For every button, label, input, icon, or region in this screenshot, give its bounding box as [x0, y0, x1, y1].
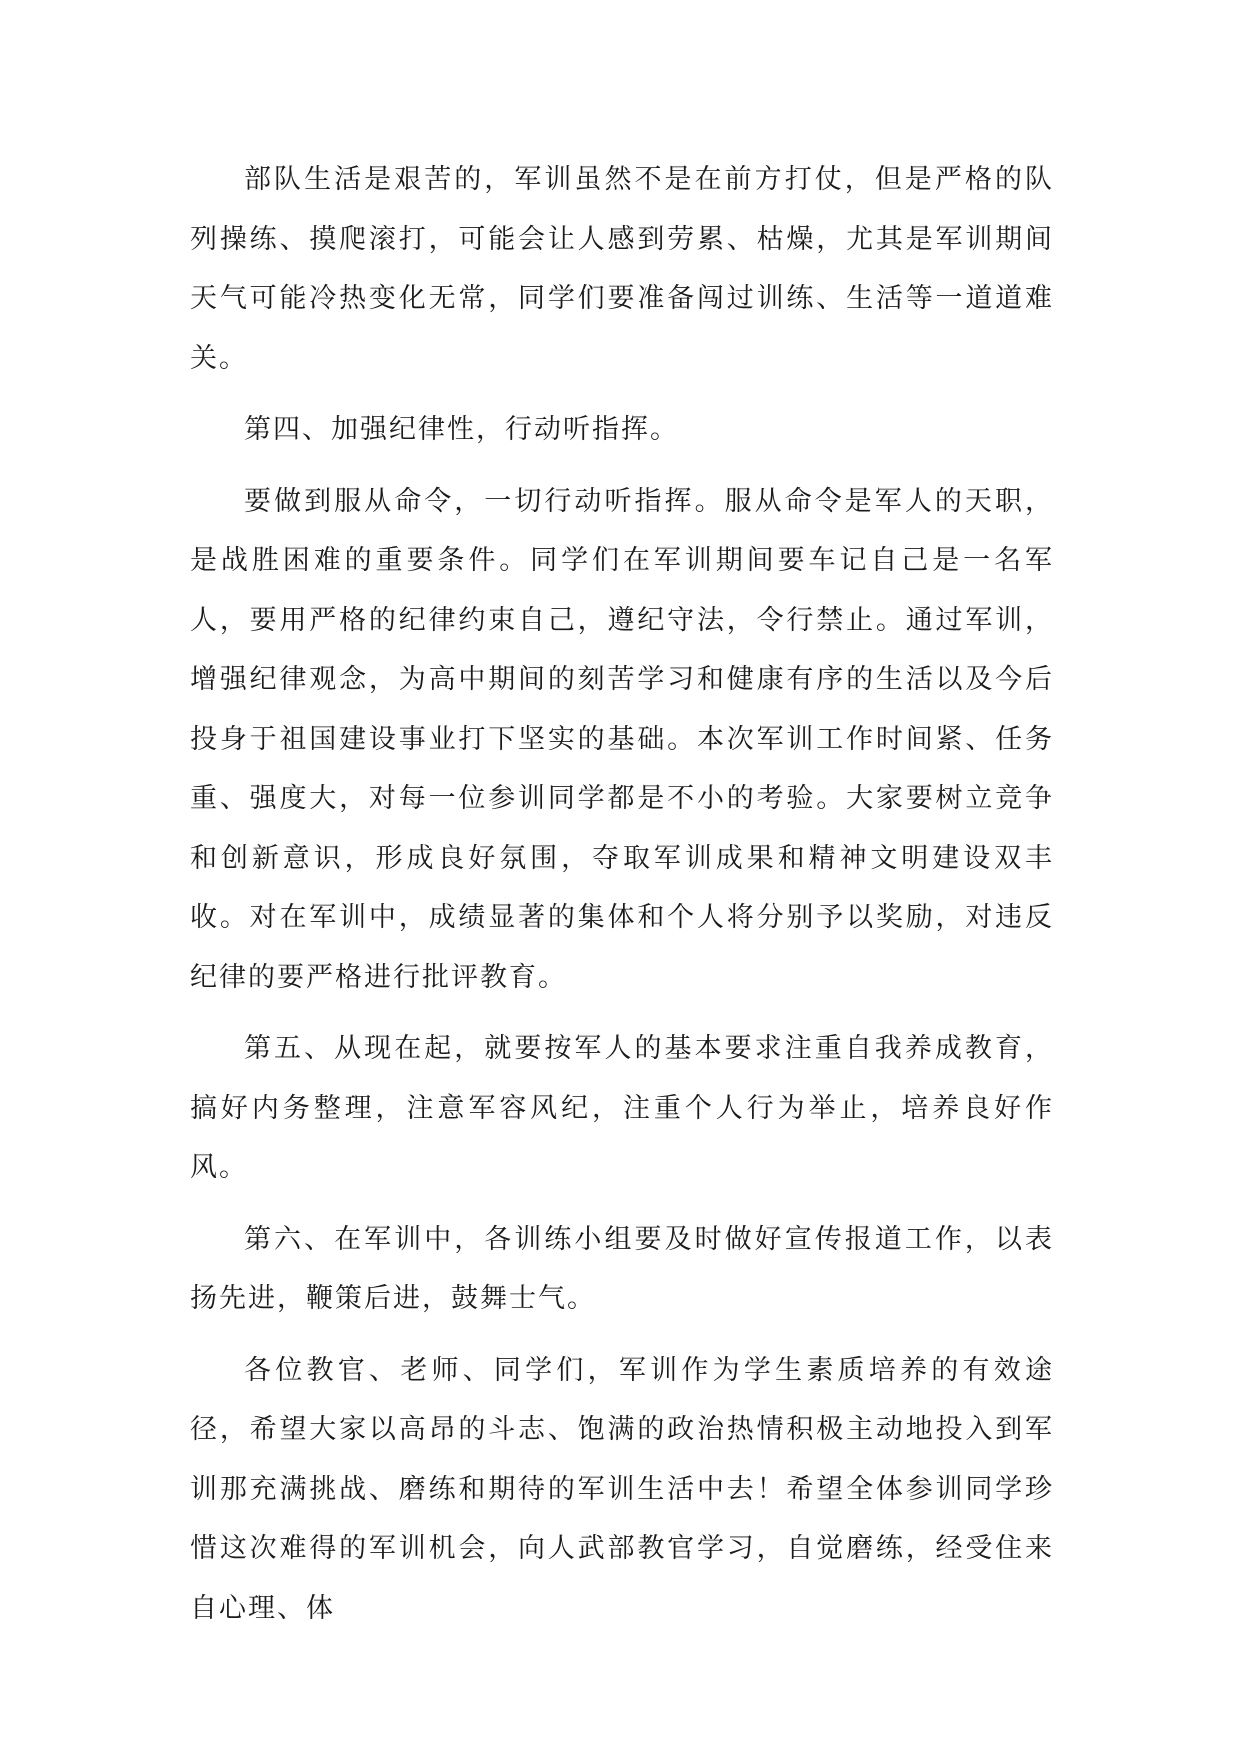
paragraph-5: 第六、在军训中，各训练小组要及时做好宣传报道工作，以表扬先进，鞭策后进，鼓舞士气。 [190, 1223, 1054, 1314]
paragraph-1: 部队生活是艰苦的，军训虽然不是在前方打仗，但是严格的队列操练、摸爬滚打，可能会让人感到劳累、枯燥，尤其是军训期间天气可能冷热变化无常，同学们要准备闯过训练、生活等一道道难关。 [190, 164, 1054, 374]
paragraph-4: 第五、从现在起，就要按军人的基本要求注重自我养成教育，搞好内务整理，注意军容风纪，注重个人行为举止，培养良好作风。 [190, 1033, 1054, 1183]
paragraph-3: 要做到服从命令，一切行动听指挥。服从命令是军人的天职，是战胜困难的重要条件。同学们在军训期间要车记自己是一名军人，要用严格的纪律约束自己，遵纪守法，令行禁止。通过军训，增强纪律观念，为高中期间的刻苦学习和健康有序的生活以及今后投身于祖国建设事业打下坚实的基础。本次军训工作时间紧、任务重、强度大，对每一位参训同学都是不小的考验。大家要树立竞争和创新意识，形成良好氛围，夺取军训成果和精神文明建设双丰收。对在军训中，成绩显著的集体和个人将分别予以奖励，对违反纪律的要严格进行批评教育。 [190, 485, 1054, 993]
paragraph-6: 各位教官、老师、同学们，军训作为学生素质培养的有效途径，希望大家以高昂的斗志、饱满的政治热情积极主动地投入到军训那充满挑战、磨练和期待的军训生活中去！希望全体参训同学珍惜这次难得的军训机会，向人武部教官学习，自觉磨练，经受住来自心理、体 [190, 1354, 1054, 1624]
document-body [190, 150, 1054, 1650]
paragraph-2: 第四、加强纪律性，行动听指挥。 [244, 414, 679, 445]
